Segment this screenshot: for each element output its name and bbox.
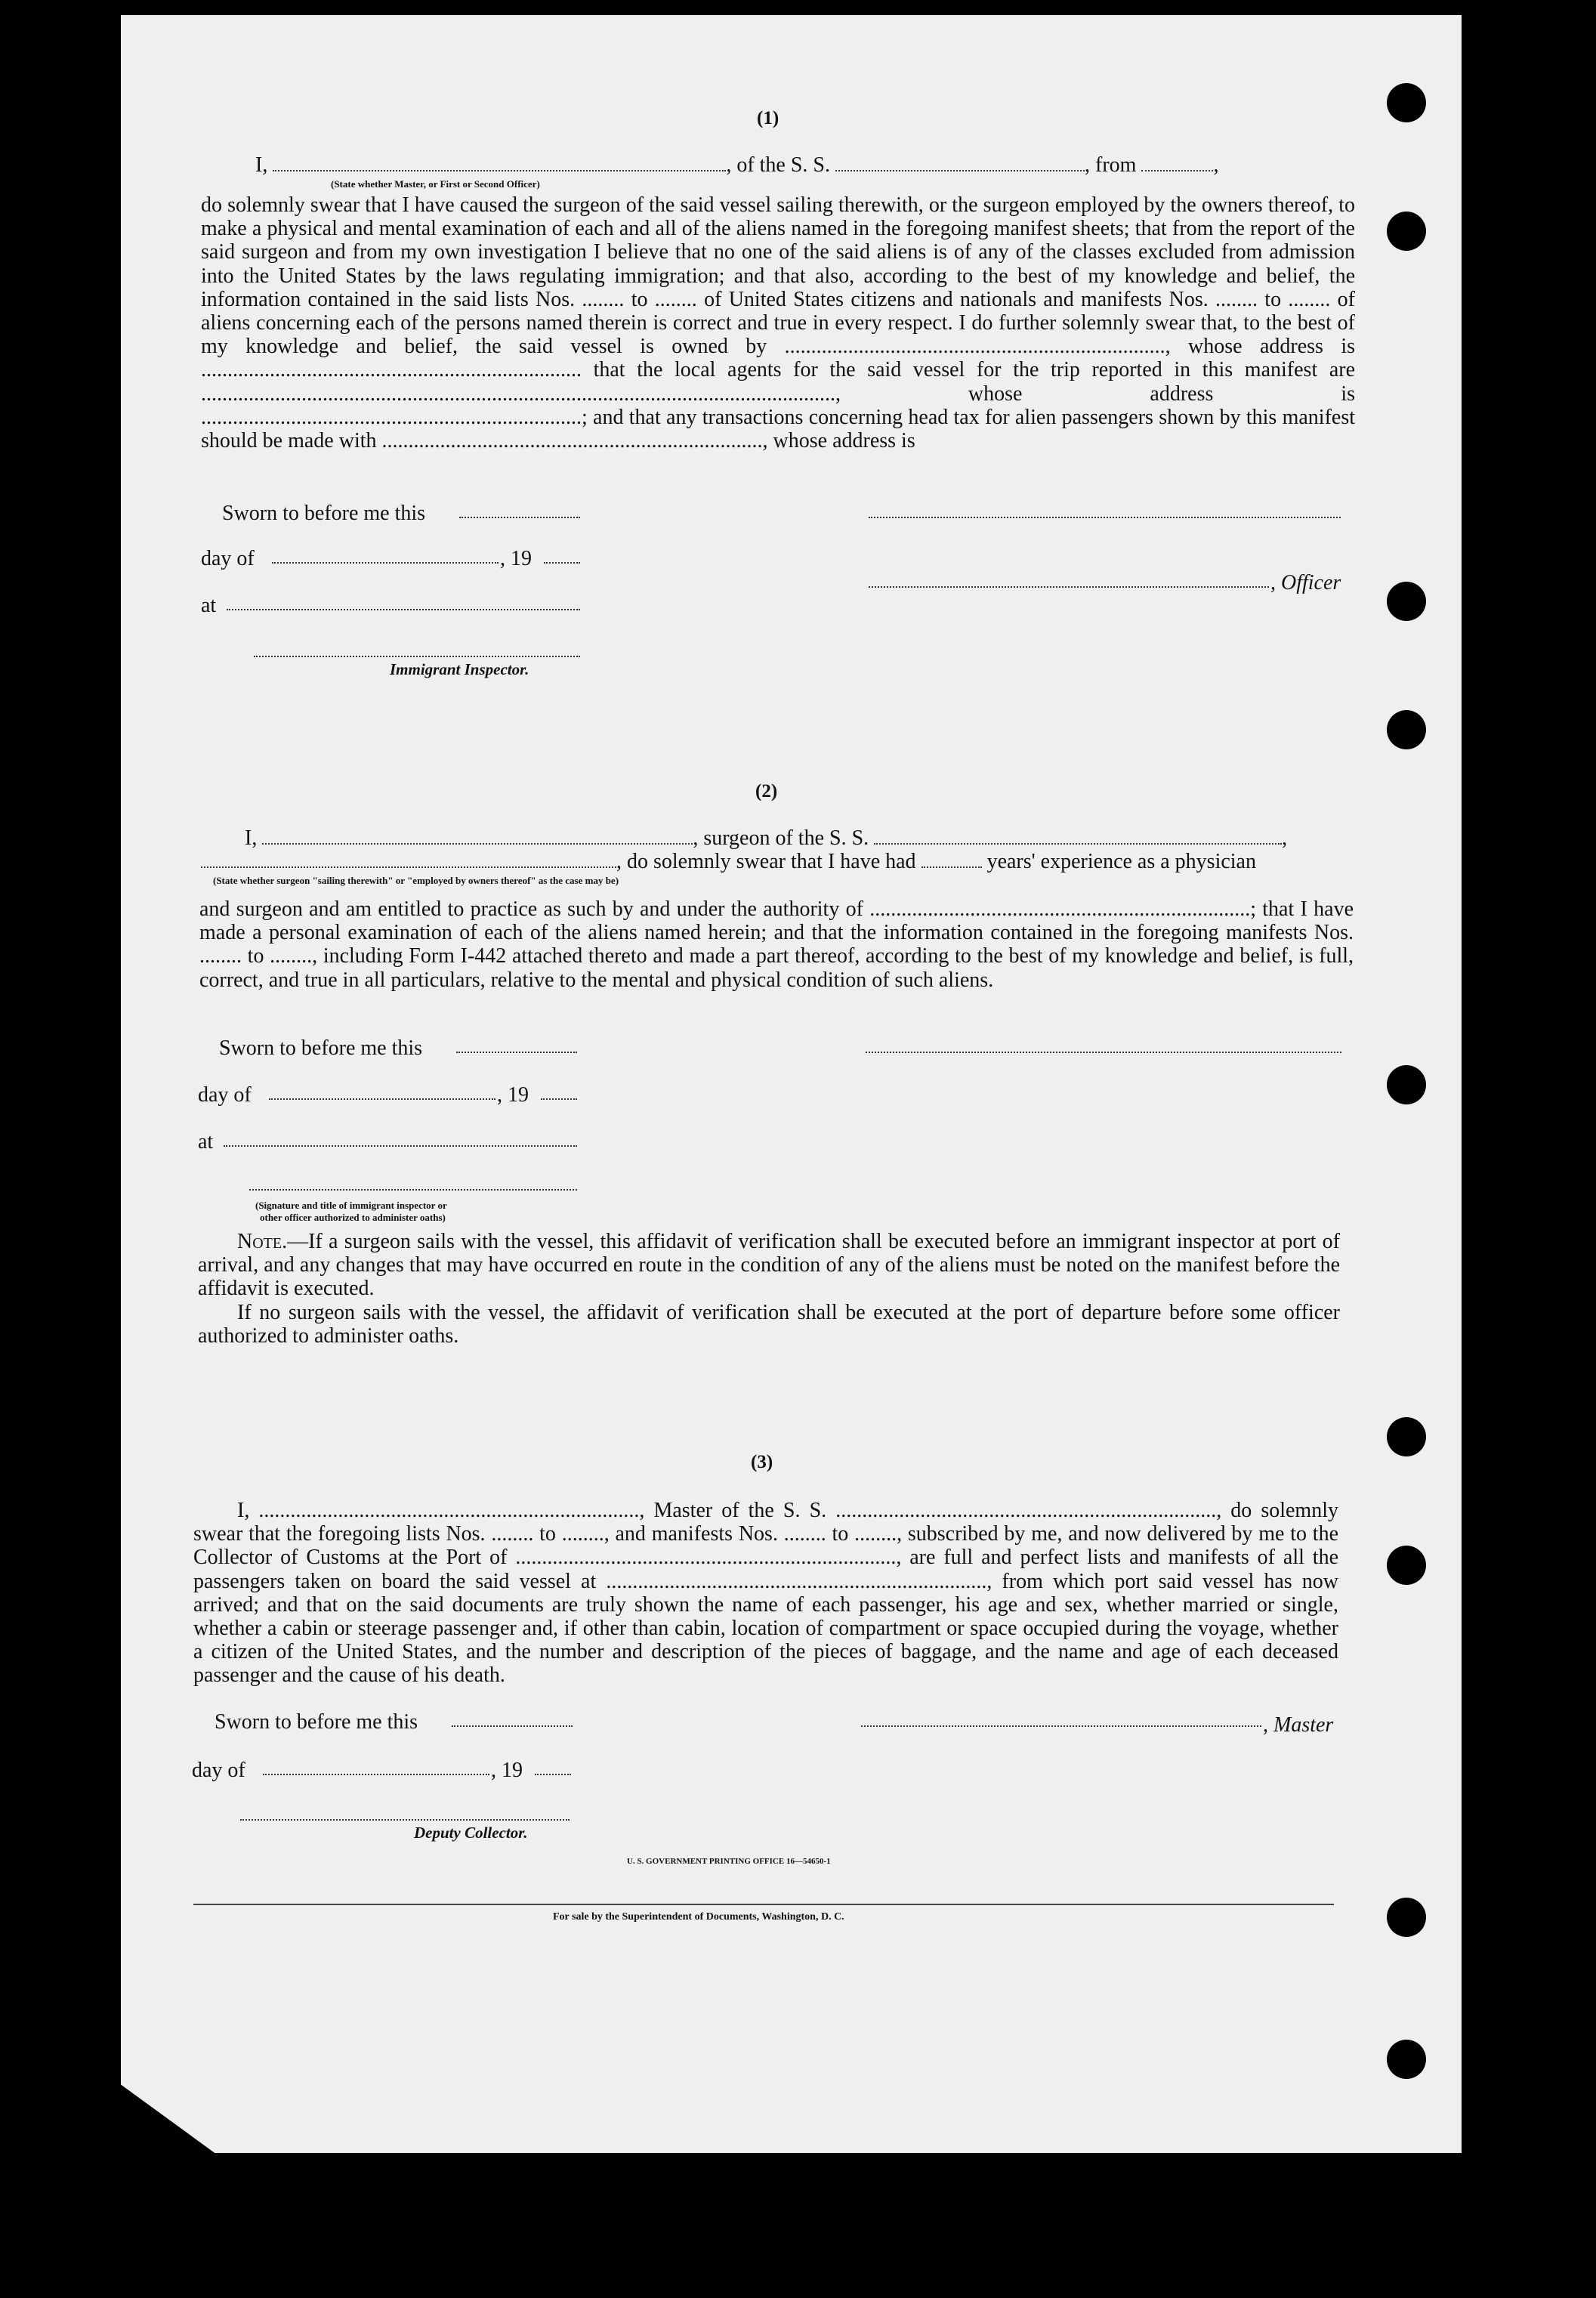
surgeon-vessel-field[interactable] [874, 826, 1282, 845]
year-field-2[interactable] [541, 1097, 577, 1100]
officer-signature-line[interactable] [869, 585, 1269, 588]
swear-label: , do solemnly swear that I have had [616, 850, 916, 873]
sworn-day-field-1[interactable] [459, 515, 580, 518]
surgeon-name-field[interactable] [262, 826, 693, 845]
section-2-body: and surgeon and am entitled to practice as such by and under the authority of ........................................................................; that I have made a personal examination of each of the aliens named herein; and that the information contained in the foregoing manifests Nos. ........ to ........, including Form I-442 attached thereto and made a part thereof, according to the best of my knowledge and belief, is full, correct, and true in all particulars, relative to the mental and physical condition of such aliens. [199, 897, 1354, 992]
pronoun-i: I, [255, 153, 268, 177]
section-3-number: (3) [751, 1452, 773, 1472]
note-paragraph [198, 1230, 1340, 1301]
punch-hole-icon [1387, 710, 1426, 749]
deputy-collector-label: Deputy Collector. [414, 1824, 528, 1842]
at-label-2: at [198, 1130, 214, 1154]
at-field-1[interactable] [227, 607, 580, 610]
surgeon-signature-line[interactable] [866, 1050, 1341, 1053]
punch-hole-icon [1387, 212, 1426, 251]
month-field-1[interactable] [272, 561, 499, 564]
section-2-caption: (State whether surgeon "sailing therewith" or "employed by owners thereof" as the case may be) [213, 875, 619, 886]
from-port-field[interactable] [1141, 153, 1213, 171]
master-signature-line[interactable] [861, 1724, 1261, 1727]
day-of-label-2: day of [198, 1083, 252, 1107]
sworn-label-2: Sworn to before me this [219, 1036, 423, 1060]
of-ss-label: , of the S. S. [726, 153, 831, 177]
day-of-label-1: day of [201, 547, 255, 570]
section-1-body: do solemnly swear that I have caused the surgeon of the said vessel sailing therewith, or the surgeon employed by the owners thereof, to make a physical and mental examination of each and all of the aliens named in the foregoing manifest sheets; that from the report of the said surgeon and from my own investigation I believe that no one of the said aliens is of any of the classes excluded from admission into the United States by the laws regulating immigration; and that also, according to the best of my knowledge and belief, the information contained in the said lists Nos. ........ to ........ of United States citizens and nationals and manifests Nos. ........ to ........ of aliens concerning each of the persons named therein is correct and true in every respect. I do further solemnly swear that, to the best of my knowledge and belief, the said vessel is owned by ........................................................................, whose address is ........................................................................ that the local agents for the said vessel for the trip reported in this manifest are ........................................................................................................................, whose address is ........................................................................; and that any transactions concerning head tax for alien passengers shown by this manifest should be made with ........................................................................, whose address is [201, 193, 1355, 453]
note-text: —If a surgeon sails with the vessel, this affidavit of verification shall be executed before an immigrant inspector at port of arrival, and any changes that may have occurred en route in the condition of any of the aliens must be noted on the manifest before the affidavit is executed. [198, 1230, 1340, 1301]
inspector-label: Immigrant Inspector. [390, 660, 529, 678]
year-field-3[interactable] [535, 1772, 571, 1775]
vessel-name-field[interactable] [835, 153, 1085, 171]
section-3-body: I, ........................................................................, Master of the S. S. ........................................................................, do solemnly swear that the foregoing lists Nos. ........ to ........, and manifests Nos. ........ to ........, subscribed by me, and now delivered by me to the Collector of Customs at the Port of ........................................................................, are full and perfect lists and manifests of all the passengers taken on board the said vessel at ........................................................................, from which port said vessel has now arrived; and that on the said documents are truly shown the name of each passenger, his age and sex, whether married or single, whether a cabin or steerage passenger and, if other than cabin, location of compartment or space occupied during the voyage, whether a citizen of the United States, and the number and description of the pieces of baggage, and the name and age of each deceased passenger and the cause of his death. [193, 1499, 1338, 1688]
section-1-number: (1) [757, 108, 779, 128]
sworn-day-field-3[interactable] [452, 1724, 573, 1727]
for-sale-note: For sale by the Superintendent of Documents, Washington, D. C. [553, 1911, 844, 1923]
section-2-first-line: I, , surgeon of the S. S. , [245, 826, 1288, 850]
master-label: , Master [1263, 1713, 1334, 1737]
year-label-3: , 19 [491, 1759, 523, 1782]
pronoun-i: I, [245, 826, 258, 850]
sig-caption-line-1: (Signature and title of immigrant inspector or [255, 1200, 447, 1211]
surgeon-type-field[interactable] [201, 850, 616, 868]
year-field-1[interactable] [544, 561, 580, 564]
month-field-3[interactable] [263, 1772, 489, 1775]
section-2-second-line [201, 850, 1256, 874]
note-label: Note. [237, 1230, 288, 1253]
surgeon-of-ss-label: , surgeon of the S. S. [693, 826, 869, 850]
punch-hole-icon [1387, 1065, 1426, 1104]
section-1-first-line: I, , of the S. S. , from , [255, 153, 1219, 177]
punch-hole-icon [1387, 2040, 1426, 2079]
inspector-signature-line[interactable] [254, 654, 580, 657]
month-field-2[interactable] [269, 1097, 495, 1100]
authorized-officer-signature-line[interactable] [249, 1188, 577, 1191]
section-1-caption: (State whether Master, or First or Second Officer) [331, 178, 540, 190]
punch-hole-icon [1387, 83, 1426, 122]
years-field[interactable] [921, 850, 982, 868]
officer-label: , Officer [1270, 571, 1341, 595]
from-label: , from [1085, 153, 1137, 177]
section-2-number: (2) [755, 781, 778, 802]
punch-hole-icon [1387, 1546, 1426, 1585]
day-of-label-3: day of [192, 1759, 245, 1782]
punch-hole-icon [1387, 1417, 1426, 1456]
year-label-2: , 19 [497, 1083, 529, 1107]
footer-rule [193, 1904, 1334, 1905]
deputy-collector-signature-line[interactable] [240, 1818, 570, 1821]
punch-hole-icon [1387, 1898, 1426, 1937]
at-label-1: at [201, 594, 217, 617]
punch-hole-icon [1387, 582, 1426, 621]
sworn-day-field-2[interactable] [456, 1050, 577, 1053]
years-label: years' experience as a physician [986, 850, 1256, 873]
sworn-label-3: Sworn to before me this [215, 1710, 418, 1734]
officer-signature-top-line[interactable] [869, 515, 1341, 518]
at-field-2[interactable] [224, 1144, 577, 1147]
officer-name-field[interactable] [273, 153, 726, 171]
gpo-imprint: U. S. GOVERNMENT PRINTING OFFICE 16—54650-1 [627, 1857, 831, 1866]
year-label-1: , 19 [500, 547, 532, 570]
sig-caption-line-2: other officer authorized to administer oaths) [260, 1212, 446, 1223]
note-paragraph-2: If no surgeon sails with the vessel, the affidavit of verification shall be executed at the port of departure before some officer authorized to administer oaths. [198, 1301, 1340, 1348]
sworn-label-1: Sworn to before me this [222, 502, 426, 525]
